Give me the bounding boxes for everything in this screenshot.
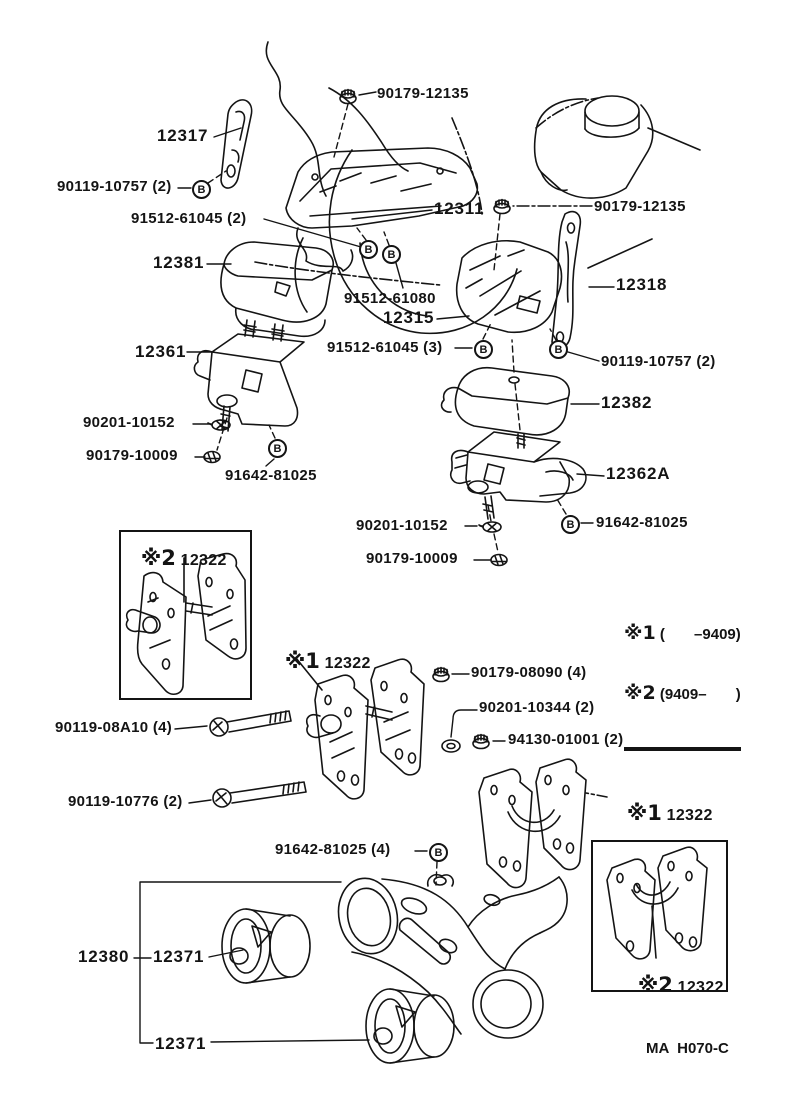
part-stay-12317 xyxy=(221,100,252,188)
part-label-90119-10757-left: 90119-10757 (2) xyxy=(57,178,172,195)
part-label-90201-10152-left: 90201-10152 xyxy=(83,414,175,431)
bolt-marker-b: B xyxy=(382,245,401,264)
part-label-91512-61045-2: 91512-61045 (2) xyxy=(131,210,247,227)
part-label-12371-bottom: 12371 xyxy=(155,1034,207,1053)
part-label-12362a: 12362A xyxy=(606,464,671,483)
part-label-12381: 12381 xyxy=(153,253,205,272)
figure-code: MA H070-C xyxy=(646,1040,729,1057)
part-label-91512-61080: 91512-61080 xyxy=(344,290,436,307)
part-label-12361: 12361 xyxy=(135,342,187,361)
part-label-91642-81025-left: 91642-81025 xyxy=(225,467,317,484)
bolt-90119-08a10 xyxy=(210,711,291,736)
applicability-legend xyxy=(624,586,741,751)
part-label-91642-81025-4: 91642-81025 (4) xyxy=(275,841,391,858)
part-label-90201-10344: 90201-10344 (2) xyxy=(479,699,595,716)
part-label-12318: 12318 xyxy=(616,275,668,294)
bolt-90119-10776 xyxy=(213,782,306,807)
part-label-12311: 12311 xyxy=(434,199,485,218)
reference-mark: ※1 xyxy=(284,648,320,673)
part-label-90119-10776: 90119-10776 (2) xyxy=(68,793,183,810)
part-label-90179-12135-right: 90179-12135 xyxy=(594,198,686,215)
part-mount-12361 xyxy=(194,320,304,431)
legend-line-2: ※2 (9409– ) xyxy=(624,681,741,704)
reference-mark: ※1 xyxy=(626,800,662,825)
part-label-12322-box1: ※2 12322 xyxy=(140,545,227,570)
bolt-marker-b: B xyxy=(268,439,287,458)
part-label-12322-bottomright: ※1 12322 xyxy=(626,800,713,825)
part-label-12322-mid: ※1 12322 xyxy=(284,648,371,673)
reference-mark: ※2 xyxy=(637,972,673,997)
part-label-90179-10009-right: 90179-10009 xyxy=(366,550,458,567)
part-label-90201-10152-right: 90201-10152 xyxy=(356,517,448,534)
bolt-marker-b: B xyxy=(192,180,211,199)
bolt-marker-b: B xyxy=(359,240,378,259)
legend-line-1: ※1 ( –9409) xyxy=(624,622,741,644)
part-label-90179-12135-top: 90179-12135 xyxy=(377,85,469,102)
reference-mark: ※2 xyxy=(140,545,176,570)
reservoir-tank xyxy=(535,96,700,198)
part-brackets-12322-bottomright xyxy=(479,759,607,887)
bolt-marker-b: B xyxy=(549,340,568,359)
part-label-90179-10009-left: 90179-10009 xyxy=(86,447,178,464)
part-label-12371-top: 12371 xyxy=(153,947,205,966)
part-label-12322-box2: ※2 12322 xyxy=(637,972,724,997)
part-label-12317: 12317 xyxy=(157,126,209,145)
part-label-90119-08a10: 90119-08A10 (4) xyxy=(55,719,173,736)
part-label-94130-01001: 94130-01001 (2) xyxy=(508,731,624,748)
part-label-91642-81025-right: 91642-81025 xyxy=(596,514,688,531)
part-insulator-12382 xyxy=(442,368,570,435)
part-label-90119-10757-right: 90119-10757 (2) xyxy=(601,353,716,370)
part-bracket-12315 xyxy=(457,241,562,333)
part-label-12315: 12315 xyxy=(383,308,435,327)
part-bushing-12371-bottom xyxy=(366,989,454,1063)
bolt-marker-b: B xyxy=(429,843,448,862)
part-mount-12362a xyxy=(451,432,586,519)
part-label-12382: 12382 xyxy=(601,393,653,412)
part-label-91512-61045-3: 91512-61045 (3) xyxy=(327,339,443,356)
bolt-marker-b: B xyxy=(561,515,580,534)
part-insulator-12381 xyxy=(221,242,333,336)
part-bushing-12371-top xyxy=(222,909,310,983)
part-label-12380: 12380 xyxy=(78,947,130,966)
part-label-90179-08090: 90179-08090 (4) xyxy=(471,664,587,681)
bolt-marker-b: B xyxy=(474,340,493,359)
